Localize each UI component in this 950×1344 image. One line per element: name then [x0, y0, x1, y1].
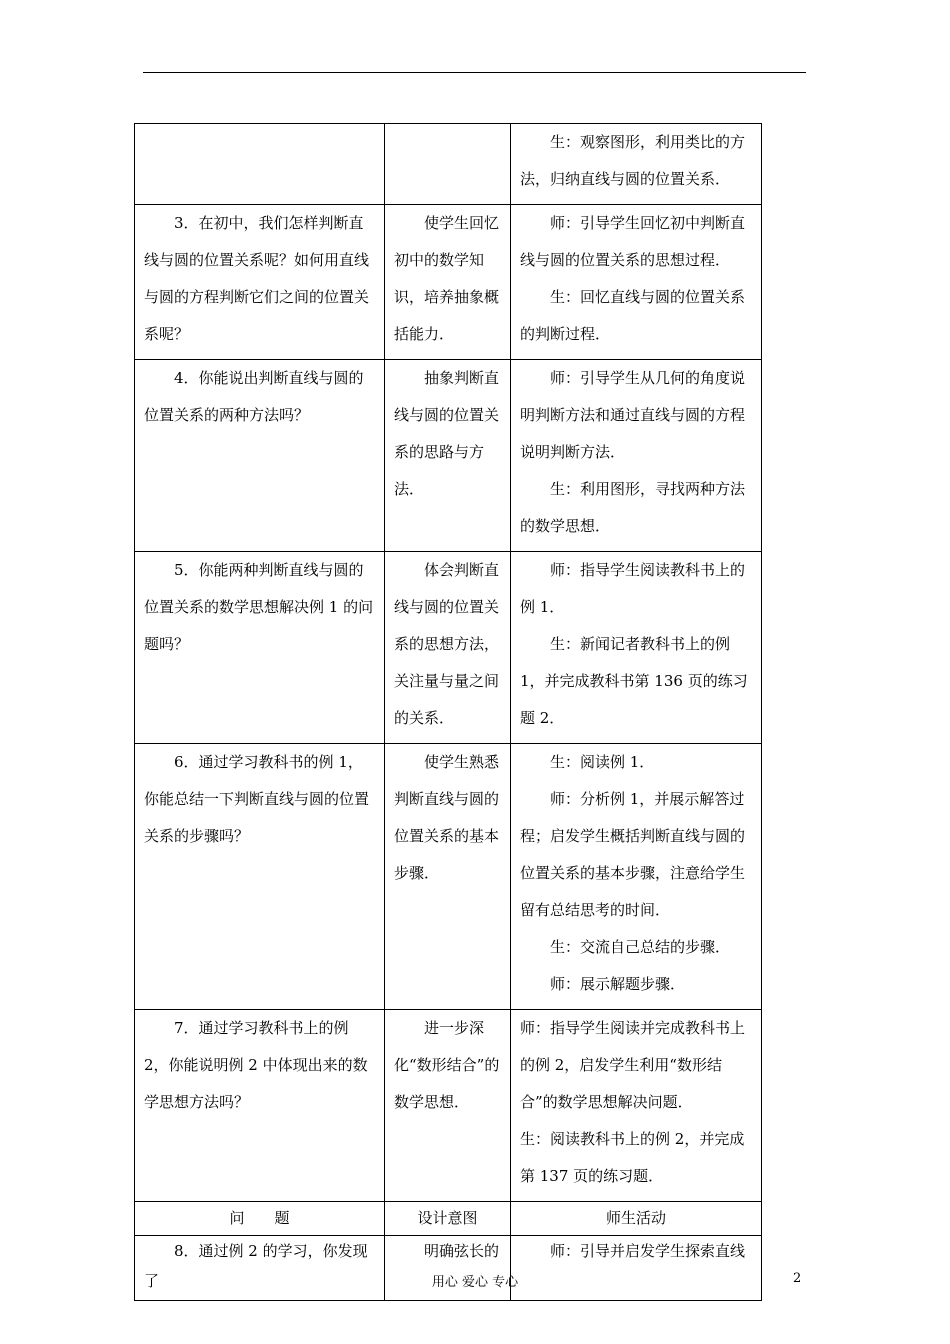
- cell-intent: [385, 1010, 511, 1202]
- table-row: [135, 124, 762, 205]
- cell-paragraph: 生：阅读例 1．: [550, 753, 655, 771]
- table-body: [135, 124, 762, 1301]
- cell-paragraph: 生：交流自己总结的步骤．: [550, 938, 731, 956]
- table-header-row: [135, 1202, 762, 1236]
- cell-paragraph: 7．通过学习教科书上的例 2，你能说明例 2 中体现出来的数学思想方法吗？: [144, 1019, 368, 1111]
- cell-activity: [511, 744, 762, 1010]
- cell-paragraph: 师：引导并启发学生探索直线: [550, 1242, 746, 1260]
- cell-paragraph: 5．你能两种判断直线与圆的位置关系的数学思想解决例 1 的问题吗？: [144, 561, 374, 653]
- cell-activity: [511, 360, 762, 552]
- cell-paragraph: 使学生熟悉判断直线与圆的位置关系的基本步骤．: [394, 753, 500, 882]
- cell-question: [135, 124, 385, 205]
- cell-paragraph: 生：观察图形，利用类比的方法，归纳直线与圆的位置关系．: [520, 133, 746, 188]
- cell-activity: [511, 205, 762, 360]
- cell-intent: [385, 124, 511, 205]
- column-header: 问 题: [135, 1202, 385, 1236]
- cell-activity: [511, 124, 762, 205]
- cell-activity: [511, 1236, 762, 1301]
- cell-intent: [385, 552, 511, 744]
- column-header: 设计意图: [385, 1202, 511, 1236]
- cell-paragraph: 师：引导学生回忆初中判断直线与圆的位置关系的思想过程．: [520, 214, 746, 269]
- table-row: [135, 744, 762, 1010]
- cell-question: [135, 205, 385, 360]
- cell-paragraph: 生：回忆直线与圆的位置关系的判断过程．: [520, 288, 746, 343]
- table-row: [135, 1010, 762, 1202]
- cell-intent: [385, 744, 511, 1010]
- cell-paragraph: 抽象判断直线与圆的位置关系的思路与方法．: [394, 369, 500, 498]
- table-row: [135, 1236, 762, 1301]
- page-number: 2: [793, 1271, 802, 1286]
- footer-motto: 用心 爱心 专心: [431, 1275, 519, 1290]
- cell-question: [135, 1010, 385, 1202]
- cell-question: [135, 1236, 385, 1301]
- cell-paragraph: 师：展示解题步骤．: [550, 975, 686, 993]
- cell-paragraph: 使学生回忆初中的数学知识，培养抽象概括能力．: [394, 214, 500, 343]
- table-row: [135, 205, 762, 360]
- cell-question: [135, 744, 385, 1010]
- lesson-table: [134, 123, 762, 1301]
- cell-question: [135, 552, 385, 744]
- cell-activity: [511, 1010, 762, 1202]
- cell-paragraph: 师：指导学生阅读教科书上的例 1．: [520, 561, 746, 616]
- table-row: [135, 552, 762, 744]
- cell-paragraph: 生：利用图形，寻找两种方法的数学思想．: [520, 480, 746, 535]
- cell-intent: [385, 360, 511, 552]
- cell-activity: [511, 552, 762, 744]
- header-rule: [143, 72, 806, 73]
- cell-paragraph: 师：指导学生阅读并完成教科书上的例 2，启发学生利用“数形结合”的数学思想解决问题．: [520, 1019, 746, 1111]
- cell-question: [135, 360, 385, 552]
- cell-paragraph: 3．在初中，我们怎样判断直线与圆的位置关系呢？如何用直线与圆的方程判断它们之间的位置关系呢？: [144, 214, 370, 343]
- cell-intent: [385, 1236, 511, 1301]
- cell-paragraph: 进一步深化“数形结合”的数学思想．: [394, 1019, 500, 1111]
- cell-paragraph: 明确弦长的: [424, 1242, 500, 1260]
- cell-paragraph: 6．通过学习教科书的例 1，你能总结一下判断直线与圆的位置关系的步骤吗？: [144, 753, 370, 845]
- cell-paragraph: 体会判断直线与圆的位置关系的思想方法，关注量与量之间的关系．: [394, 561, 500, 727]
- cell-intent: [385, 205, 511, 360]
- cell-paragraph: 生：阅读教科书上的例 2，并完成第 137 页的练习题．: [520, 1130, 745, 1185]
- table-row: [135, 360, 762, 552]
- cell-paragraph: 师：引导学生从几何的角度说明判断方法和通过直线与圆的方程说明判断方法．: [520, 369, 746, 461]
- cell-paragraph: 8．通过例 2 的学习，你发现了: [144, 1242, 368, 1290]
- column-header: 师生活动: [511, 1202, 762, 1236]
- cell-paragraph: 4．你能说出判断直线与圆的位置关系的两种方法吗？: [144, 369, 364, 424]
- cell-paragraph: 生：新闻记者教科书上的例 1，并完成教科书第 136 页的练习题 2．: [520, 635, 748, 727]
- cell-paragraph: 师：分析例 1，并展示解答过程；启发学生概括判断直线与圆的位置关系的基本步骤，注意给学生留有总结思考的时间．: [520, 790, 746, 919]
